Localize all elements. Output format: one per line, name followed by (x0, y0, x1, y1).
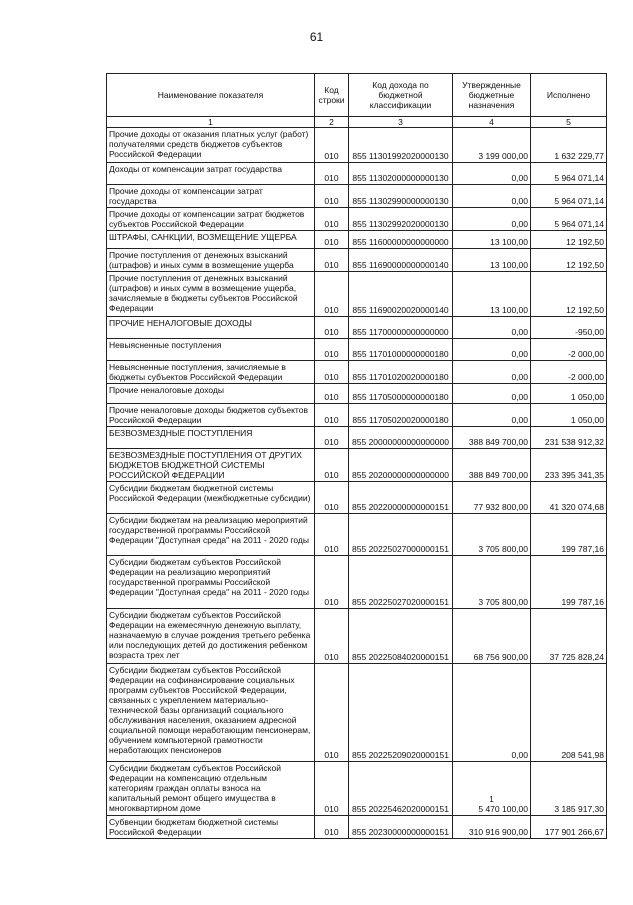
row-name: Прочие доходы от компенсации затрат бюджетов субъектов Российской Федерации (107, 208, 315, 231)
row-executed: 5 964 071,14 (531, 185, 607, 208)
row-approved (453, 163, 531, 185)
row-approved (453, 514, 531, 556)
row-code: 010 (315, 514, 349, 556)
table-row (107, 664, 607, 762)
table-row (107, 128, 607, 163)
row-approved (453, 317, 531, 339)
row-approved-value: 77 932 800,00 (473, 502, 528, 512)
row-executed: 208 541,98 (531, 664, 607, 762)
row-approved-value: 3 705 800,00 (478, 544, 528, 554)
row-executed: -950,00 (531, 317, 607, 339)
table-row (107, 361, 607, 384)
table-row (107, 816, 607, 839)
row-classification: 855 11690000000000140 (349, 249, 453, 272)
row-approved-value: 5 470 100,00 (478, 804, 528, 814)
row-approved (453, 664, 531, 762)
row-approved-value: 0,00 (511, 415, 528, 425)
row-approved (453, 449, 531, 482)
row-approved-value: 310 916 900,00 (468, 827, 528, 837)
row-approved (453, 185, 531, 208)
row-approved-value: 0,00 (511, 173, 528, 183)
row-code: 010 (315, 664, 349, 762)
row-executed: 5 964 071,14 (531, 163, 607, 185)
table-row (107, 762, 607, 816)
header-code: Код строки (315, 74, 349, 117)
table-row (107, 339, 607, 361)
row-code: 010 (315, 317, 349, 339)
row-classification: 855 11701000000000180 (349, 339, 453, 361)
table-row (107, 556, 607, 609)
row-classification: 855 11302992020000130 (349, 208, 453, 231)
row-name: Субсидии бюджетам субъектов Российской Федерации на софинансирование социальных программ субъектов Российской Федерации, связанных с укреплением материально-технической базы организаций социального обслуживания населения, оказанием адресной социальной помощи неработающим пенсионерам, обучением компьютерной грамотности неработающих пенсионеров (107, 664, 315, 762)
row-classification: 855 11301992020000130 (349, 128, 453, 163)
table-row (107, 231, 607, 249)
column-number-row (107, 117, 607, 128)
row-executed: 1 050,00 (531, 384, 607, 404)
row-classification: 855 20220000000000151 (349, 482, 453, 514)
row-approved-value: 0,00 (511, 392, 528, 402)
row-executed: 1 050,00 (531, 404, 607, 427)
row-approved (453, 272, 531, 317)
row-name: Прочие неналоговые доходы бюджетов субъектов Российской Федерации (107, 404, 315, 427)
row-executed: 37 725 828,24 (531, 609, 607, 664)
row-approved (453, 816, 531, 839)
row-code: 010 (315, 556, 349, 609)
row-executed: 12 192,50 (531, 249, 607, 272)
table-row (107, 249, 607, 272)
table-row (107, 208, 607, 231)
row-classification: 855 11302990000000130 (349, 185, 453, 208)
row-approved-value: 13 100,00 (490, 305, 528, 315)
row-executed: 12 192,50 (531, 272, 607, 317)
row-code: 010 (315, 404, 349, 427)
row-name: БЕЗВОЗМЕЗДНЫЕ ПОСТУПЛЕНИЯ (107, 427, 315, 449)
row-name: Субсидии бюджетам бюджетной системы Российской Федерации (межбюджетные субсидии) (107, 482, 315, 514)
row-executed: 231 538 912,32 (531, 427, 607, 449)
table-row (107, 185, 607, 208)
header-row (107, 74, 607, 117)
row-code: 010 (315, 427, 349, 449)
row-name: Субвенции бюджетам бюджетной системы Российской Федерации (107, 816, 315, 839)
row-classification: 855 20225027020000151 (349, 556, 453, 609)
row-classification: 855 11700000000000000 (349, 317, 453, 339)
row-approved-value: 388 849 700,00 (468, 470, 528, 480)
header-executed: Исполнено (531, 74, 607, 117)
row-approved (453, 249, 531, 272)
row-name: Субсидии бюджетам субъектов Российской Федерации на компенсацию отдельным категориям граждан оплаты взноса на капитальный ремонт общего имущества в многоквартирном доме (107, 762, 315, 816)
row-approved (453, 384, 531, 404)
row-approved (453, 361, 531, 384)
row-code: 010 (315, 816, 349, 839)
row-classification: 855 11705000000000180 (349, 384, 453, 404)
row-approved (453, 231, 531, 249)
header-name: Наименование показателя (107, 74, 315, 117)
row-classification: 855 20225462020000151 (349, 762, 453, 816)
row-code: 010 (315, 449, 349, 482)
row-executed: 199 787,16 (531, 556, 607, 609)
row-approved-value: 13 100,00 (490, 237, 528, 247)
row-approved-value: 0,00 (511, 196, 528, 206)
budget-execution-table (106, 73, 607, 839)
row-name: Невыясненные поступления (107, 339, 315, 361)
row-code: 010 (315, 163, 349, 185)
row-code: 010 (315, 231, 349, 249)
row-code: 010 (315, 249, 349, 272)
row-code: 010 (315, 272, 349, 317)
row-code: 010 (315, 339, 349, 361)
row-mark: 1 (489, 795, 494, 804)
table-row (107, 449, 607, 482)
column-number: 2 (315, 117, 349, 128)
row-approved (453, 208, 531, 231)
row-name: Субсидии бюджетам субъектов Российской Федерации на ежемесячную денежную выплату, назначаемую в случае рождения третьего ребенка или последующих детей до достижения ребенком возраста трех лет (107, 609, 315, 664)
row-classification: 855 20200000000000000 (349, 449, 453, 482)
row-code: 010 (315, 208, 349, 231)
row-name: Субсидии бюджетам на реализацию мероприятий государственной программы Российской Федерации "Доступная среда" на 2011 - 2020 годы (107, 514, 315, 556)
row-approved-value: 3 199 000,00 (478, 151, 528, 161)
row-name: Доходы от компенсации затрат государства (107, 163, 315, 185)
table-row (107, 163, 607, 185)
row-name: Невыясненные поступления, зачисляемые в бюджеты субъектов Российской Федерации (107, 361, 315, 384)
row-code: 010 (315, 185, 349, 208)
row-approved-value: 0,00 (511, 750, 528, 760)
row-executed: 12 192,50 (531, 231, 607, 249)
row-executed: 41 320 074,68 (531, 482, 607, 514)
header-classification: Код дохода по бюджетной классификации (349, 74, 453, 117)
row-executed: 5 964 071,14 (531, 208, 607, 231)
row-name: Прочие поступления от денежных взысканий (штрафов) и иных сумм в возмещение ущерба, зачисляемые в бюджеты субъектов Российской Федерации (107, 272, 315, 317)
row-classification: 855 20225027000000151 (349, 514, 453, 556)
row-approved-value: 0,00 (511, 219, 528, 229)
table-row (107, 482, 607, 514)
header-approved: Утвержденные бюджетные назначения (453, 74, 531, 117)
table-row (107, 609, 607, 664)
row-approved (453, 128, 531, 163)
row-executed: 1 632 229,77 (531, 128, 607, 163)
column-number: 4 (453, 117, 531, 128)
column-number: 1 (107, 117, 315, 128)
row-classification: 855 20225084020000151 (349, 609, 453, 664)
row-code: 010 (315, 482, 349, 514)
row-approved-value: 0,00 (511, 327, 528, 337)
row-approved (453, 762, 531, 816)
row-approved-value: 68 756 900,00 (473, 652, 528, 662)
row-code: 010 (315, 384, 349, 404)
page-number: 61 (309, 30, 324, 44)
row-executed: -2 000,00 (531, 339, 607, 361)
table-row (107, 427, 607, 449)
row-code: 010 (315, 762, 349, 816)
row-name: ПРОЧИЕ НЕНАЛОГОВЫЕ ДОХОДЫ (107, 317, 315, 339)
row-approved-value: 0,00 (511, 349, 528, 359)
row-classification: 855 20230000000000151 (349, 816, 453, 839)
row-approved (453, 556, 531, 609)
row-executed: -2 000,00 (531, 361, 607, 384)
row-name: БЕЗВОЗМЕЗДНЫЕ ПОСТУПЛЕНИЯ ОТ ДРУГИХ БЮДЖЕТОВ БЮДЖЕТНОЙ СИСТЕМЫ РОССИЙСКОЙ ФЕДЕРАЦИИ (107, 449, 315, 482)
row-executed: 3 185 917,30 (531, 762, 607, 816)
row-classification: 855 11690020020000140 (349, 272, 453, 317)
row-approved-value: 388 849 700,00 (468, 437, 528, 447)
row-approved-value: 13 100,00 (490, 260, 528, 270)
row-classification: 855 11600000000000000 (349, 231, 453, 249)
column-number: 5 (531, 117, 607, 128)
table-row (107, 272, 607, 317)
row-name: Прочие доходы от компенсации затрат государства (107, 185, 315, 208)
table-row (107, 317, 607, 339)
row-approved (453, 609, 531, 664)
column-number: 3 (349, 117, 453, 128)
row-approved-value: 0,00 (511, 372, 528, 382)
row-classification: 855 11705020020000180 (349, 404, 453, 427)
row-name: Субсидии бюджетам субъектов Российской Федерации на реализацию мероприятий государственной программы Российской Федерации "Доступная среда" на 2011 - 2020 годы (107, 556, 315, 609)
row-classification: 855 11302000000000130 (349, 163, 453, 185)
table-row (107, 514, 607, 556)
row-approved (453, 482, 531, 514)
row-code: 010 (315, 609, 349, 664)
row-code: 010 (315, 361, 349, 384)
row-approved-value: 3 705 800,00 (478, 597, 528, 607)
table-row (107, 404, 607, 427)
row-executed: 199 787,16 (531, 514, 607, 556)
row-classification: 855 20000000000000000 (349, 427, 453, 449)
row-name: ШТРАФЫ, САНКЦИИ, ВОЗМЕЩЕНИЕ УЩЕРБА (107, 231, 315, 249)
row-name: Прочие доходы от оказания платных услуг (работ) получателями средств бюджетов субъектов Российской Федерации (107, 128, 315, 163)
row-classification: 855 11701020020000180 (349, 361, 453, 384)
row-code: 010 (315, 128, 349, 163)
row-approved (453, 427, 531, 449)
row-approved (453, 404, 531, 427)
table-row (107, 384, 607, 404)
row-classification: 855 20225209020000151 (349, 664, 453, 762)
row-approved (453, 339, 531, 361)
row-name: Прочие поступления от денежных взысканий (штрафов) и иных сумм в возмещение ущерба (107, 249, 315, 272)
row-name: Прочие неналоговые доходы (107, 384, 315, 404)
row-executed: 177 901 266,67 (531, 816, 607, 839)
row-executed: 233 395 341,35 (531, 449, 607, 482)
